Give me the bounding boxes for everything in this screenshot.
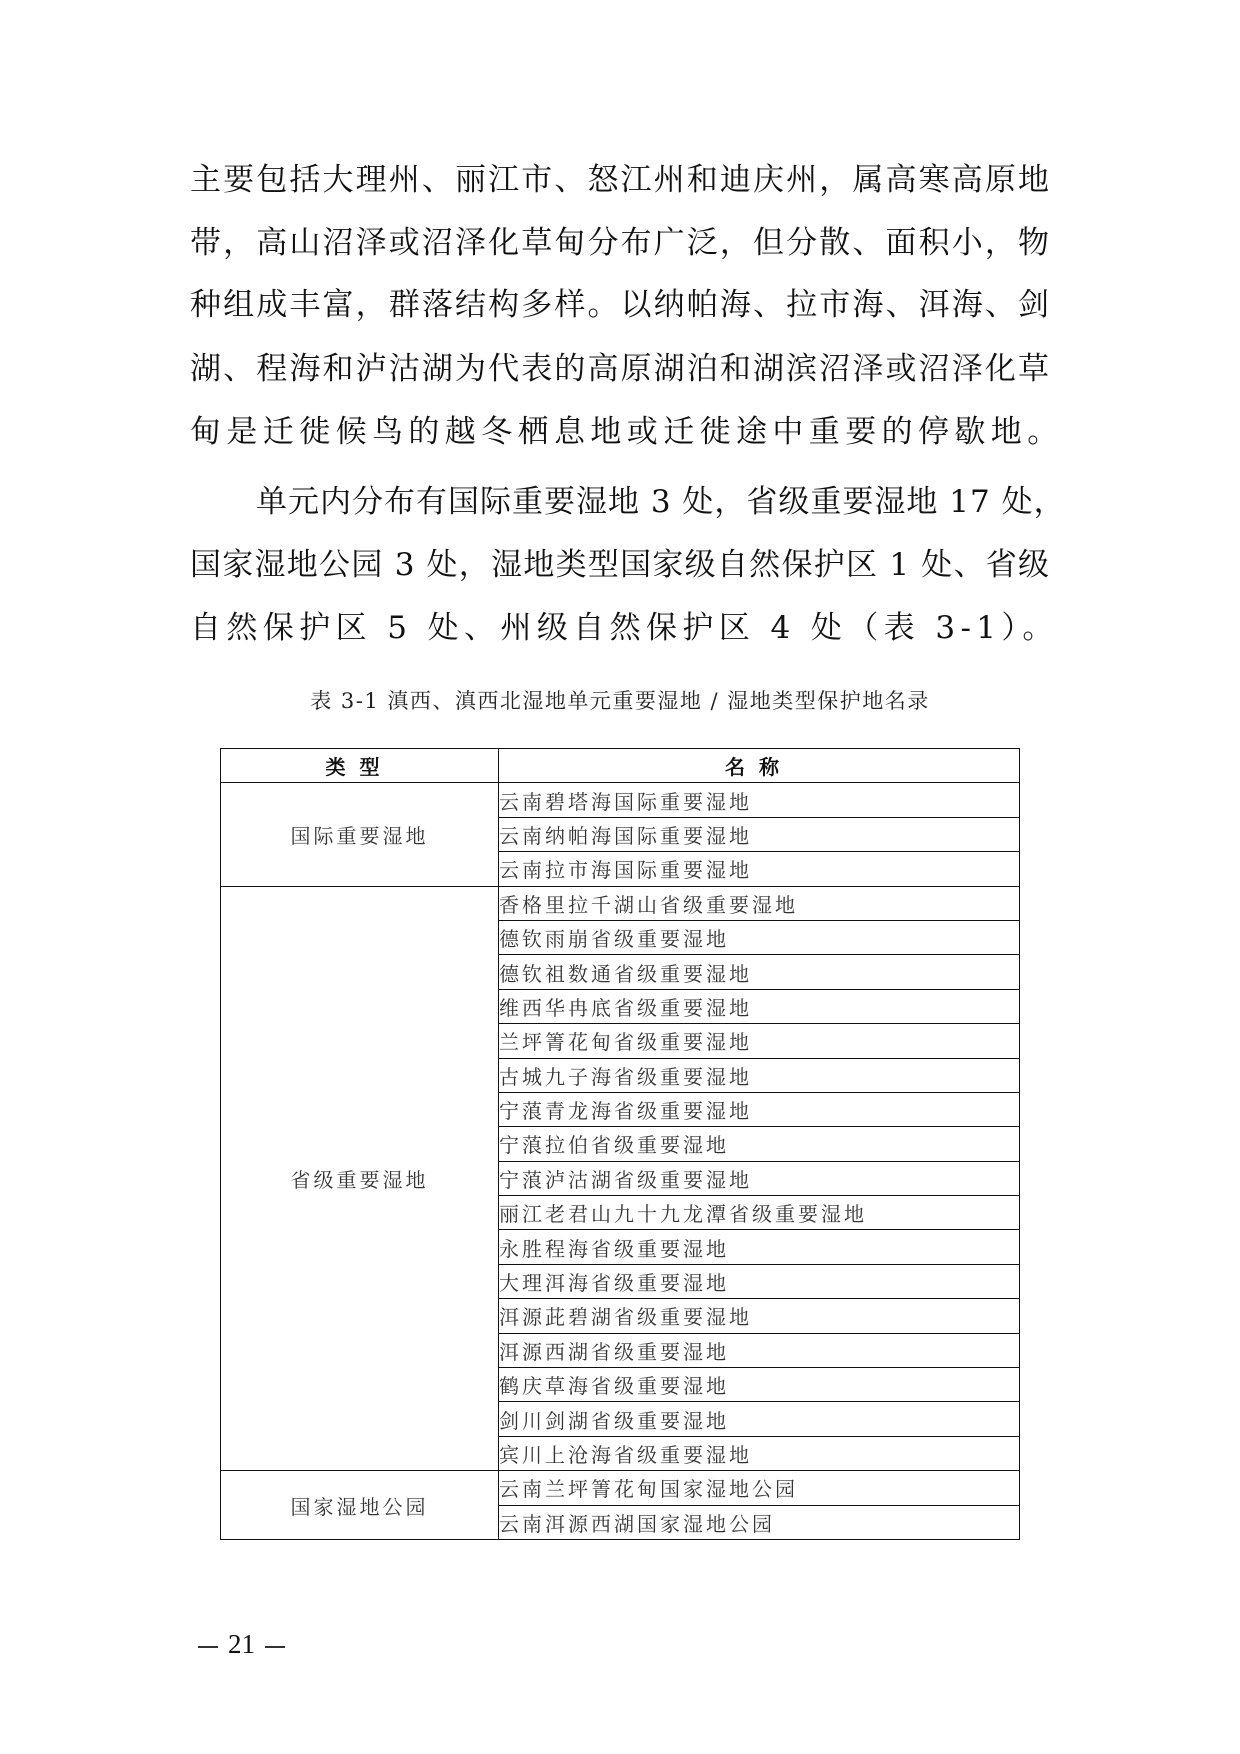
- name-cell: 云南纳帕海国际重要湿地: [499, 817, 1020, 851]
- name-cell: 云南兰坪箐花甸国家湿地公园: [499, 1471, 1020, 1505]
- table-row: [221, 783, 1020, 817]
- body-text-line: 带，高山沼泽或沼泽化草甸分布广泛，但分散、面积小，物: [190, 225, 1050, 261]
- name-cell: 兰坪箐花甸省级重要湿地: [499, 1024, 1020, 1058]
- name-cell: 古城九子海省级重要湿地: [499, 1058, 1020, 1092]
- name-cell: 德钦祖数通省级重要湿地: [499, 955, 1020, 989]
- name-cell: 大理洱海省级重要湿地: [499, 1264, 1020, 1298]
- type-cell: 国际重要湿地: [221, 783, 499, 886]
- table-row: [221, 1471, 1020, 1505]
- body-text-line: 国家湿地公园 3 处，湿地类型国家级自然保护区 1 处、省级: [190, 547, 1050, 583]
- dash-left: [198, 1646, 218, 1648]
- table-caption: 表 3-1 滇西、滇西北湿地单元重要湿地 / 湿地类型保护地名录: [310, 689, 930, 713]
- name-cell: 鹤庆草海省级重要湿地: [499, 1368, 1020, 1402]
- body-text-line: 甸是迁徙候鸟的越冬栖息地或迁徙途中重要的停歇地。: [190, 414, 1064, 450]
- type-cell: 省级重要湿地: [221, 886, 499, 1471]
- name-cell: 宾川上沧海省级重要湿地: [499, 1436, 1020, 1470]
- body-text-line: 湖、程海和泸沽湖为代表的高原湖泊和湖滨沼泽或沼泽化草: [190, 351, 1050, 387]
- name-cell: 维西华冉底省级重要湿地: [499, 989, 1020, 1023]
- body-text-line: 自然保护区 5 处、州级自然保护区 4 处（表 3-1）。: [190, 610, 1059, 646]
- page-number: [188, 1626, 295, 1662]
- type-cell: 国家湿地公园: [221, 1471, 499, 1540]
- name-cell: 永胜程海省级重要湿地: [499, 1230, 1020, 1264]
- table-header-row: [221, 749, 1020, 783]
- name-cell: 德钦雨崩省级重要湿地: [499, 920, 1020, 954]
- name-cell: 香格里拉千湖山省级重要湿地: [499, 886, 1020, 920]
- column-header-type: 类型: [221, 749, 499, 783]
- name-cell: 丽江老君山九十九龙潭省级重要湿地: [499, 1196, 1020, 1230]
- wetland-register-table: [220, 748, 1020, 1540]
- page-number-value: 21: [228, 1629, 255, 1659]
- table-row: [221, 886, 1020, 920]
- name-cell: 宁蒗拉伯省级重要湿地: [499, 1127, 1020, 1161]
- body-text-line: 单元内分布有国际重要湿地 3 处，省级重要湿地 17 处，: [256, 484, 1066, 520]
- name-cell: 云南拉市海国际重要湿地: [499, 852, 1020, 886]
- column-header-name: 名称: [499, 749, 1020, 783]
- dash-right: [265, 1646, 285, 1648]
- name-cell: 洱源茈碧湖省级重要湿地: [499, 1299, 1020, 1333]
- name-cell: 宁蒗泸沽湖省级重要湿地: [499, 1161, 1020, 1195]
- name-cell: 云南洱源西湖国家湿地公园: [499, 1505, 1020, 1539]
- name-cell: 宁蒗青龙海省级重要湿地: [499, 1092, 1020, 1126]
- name-cell: 洱源西湖省级重要湿地: [499, 1333, 1020, 1367]
- name-cell: 云南碧塔海国际重要湿地: [499, 783, 1020, 817]
- body-text-line: 主要包括大理州、丽江市、怒江州和迪庆州，属高寒高原地: [190, 162, 1050, 198]
- body-text-line: 种组成丰富，群落结构多样。以纳帕海、拉市海、洱海、剑: [190, 287, 1050, 323]
- name-cell: 剑川剑湖省级重要湿地: [499, 1402, 1020, 1436]
